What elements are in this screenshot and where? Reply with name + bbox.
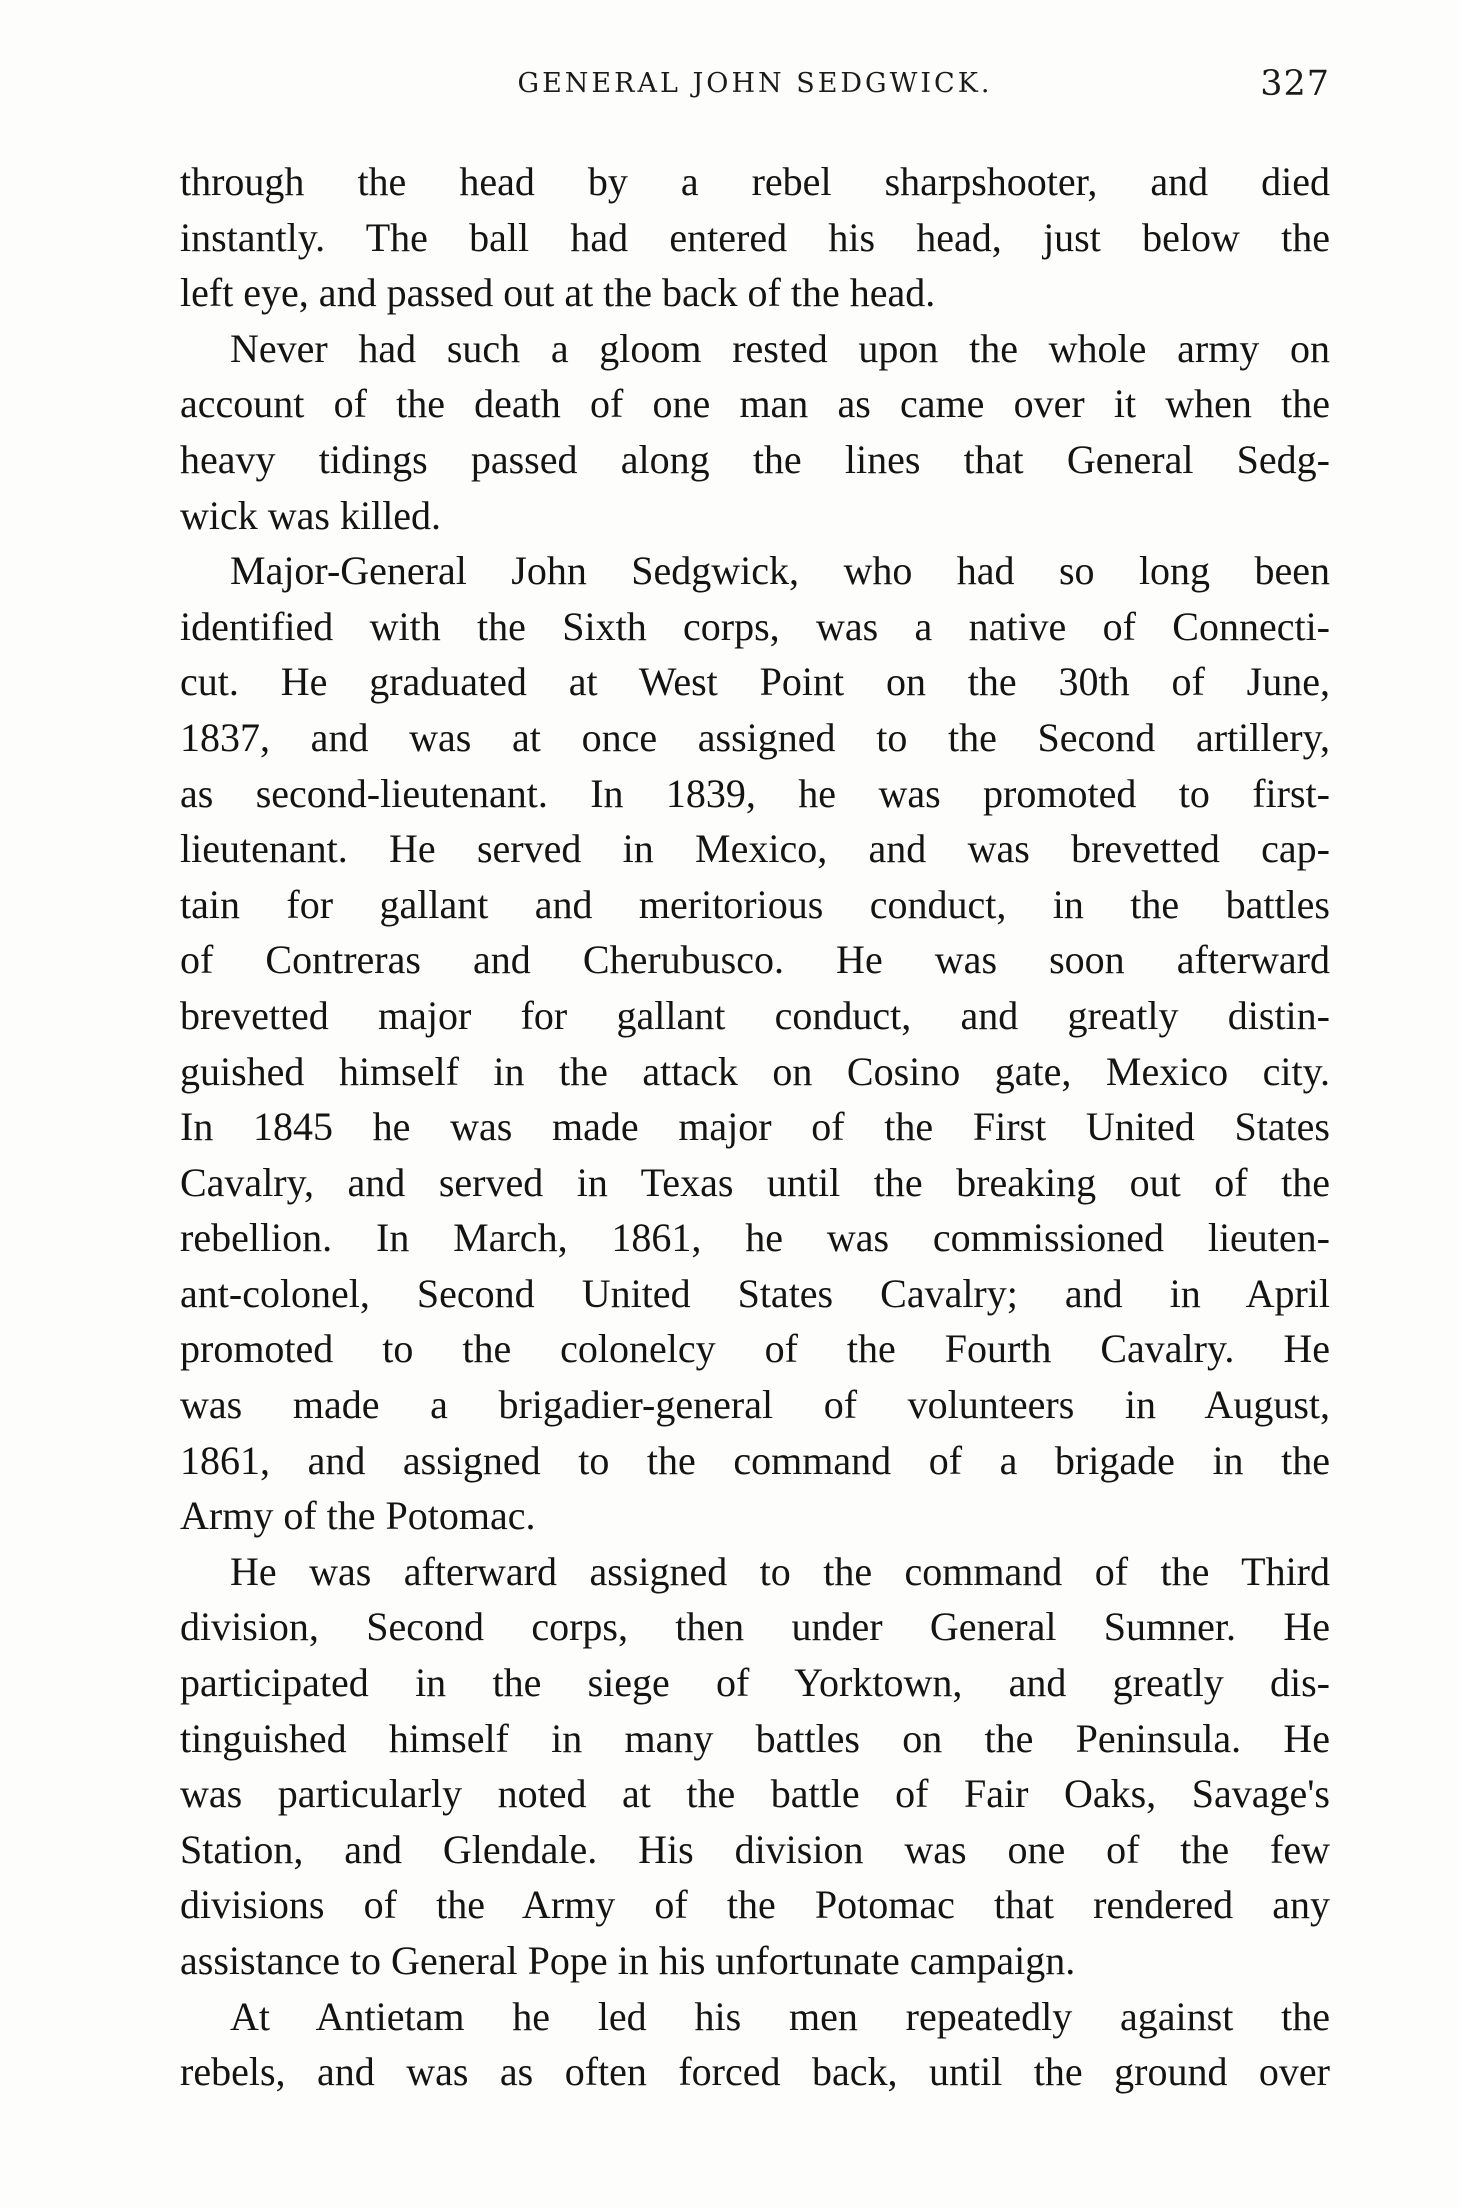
text-line: through the head by a rebel sharpshooter, and died (180, 159, 1330, 204)
text-line: identified with the Sixth corps, was a native of Connecti- (180, 603, 1330, 649)
text-line: division, Second corps, then under General Sumner. He (180, 1604, 1330, 1650)
text-line: was particularly noted at the battle of Fair Oaks, Savage's (180, 1771, 1330, 1817)
text-line: Never had such a gloom rested upon the whole army on (230, 325, 1330, 371)
text-line: Major-General John Sedgwick, who had so long been (230, 548, 1330, 594)
text-line: left eye, and passed out at the back of the head. (180, 270, 936, 316)
text-line: account of the death of one man as came over it when the (180, 381, 1330, 427)
text-line: instantly. The ball had entered his head, just below the (180, 214, 1330, 260)
text-line: Cavalry, and served in Texas until the breaking out of the (180, 1159, 1330, 1205)
text-line: 1837, and was at once assigned to the Second artillery, (180, 714, 1330, 760)
paragraph (180, 1544, 1330, 1989)
paragraph (180, 543, 1330, 1544)
paragraph (180, 154, 1330, 321)
text-line: as second-lieutenant. In 1839, he was promoted to first- (180, 770, 1330, 816)
text-line: rebels, and was as often forced back, until the ground over (180, 2049, 1330, 2095)
text-line: guished himself in the attack on Cosino gate, Mexico city. (180, 1048, 1330, 1094)
text-line: 1861, and assigned to the command of a brigade in the (180, 1437, 1330, 1483)
text-line: In 1845 he was made major of the First United States (180, 1104, 1330, 1150)
running-head (180, 64, 1330, 118)
text-line: of Contreras and Cherubusco. He was soon afterward (180, 937, 1330, 983)
text-line: divisions of the Army of the Potomac that rendered any (180, 1882, 1330, 1928)
text-line: brevetted major for gallant conduct, and greatly distin- (180, 992, 1330, 1038)
page-number: 327 (1260, 64, 1330, 104)
running-title: GENERAL JOHN SEDGWICK. (517, 68, 993, 99)
text-line: heavy tidings passed along the lines that General Sedg- (180, 436, 1330, 482)
paragraph (180, 1989, 1330, 2100)
text-line: wick was killed. (180, 492, 442, 538)
text-line: cut. He graduated at West Point on the 30th of June, (180, 659, 1330, 705)
text-line: participated in the siege of Yorktown, and greatly dis- (180, 1660, 1330, 1706)
text-line: rebellion. In March, 1861, he was commissioned lieuten- (180, 1215, 1330, 1261)
text-line: promoted to the colonelcy of the Fourth Cavalry. He (180, 1326, 1330, 1372)
text-line: Army of the Potomac. (180, 1493, 536, 1539)
text-line: He was afterward assigned to the command of the Third (230, 1548, 1330, 1594)
paragraph (180, 321, 1330, 543)
text-line: lieutenant. He served in Mexico, and was brevetted cap- (180, 826, 1330, 872)
text-line: At Antietam he led his men repeatedly against the (230, 1993, 1330, 2039)
text-line: ant-colonel, Second United States Cavalry; and in April (180, 1270, 1330, 1316)
body-text (180, 154, 1330, 2100)
text-line: tinguished himself in many battles on the Peninsula. He (180, 1715, 1330, 1761)
text-line: tain for gallant and meritorious conduct, in the battles (180, 881, 1330, 927)
text-line: was made a brigadier-general of volunteers in August, (180, 1382, 1330, 1428)
text-line: assistance to General Pope in his unfortunate campaign. (180, 1938, 1076, 1983)
text-line: Station, and Glendale. His division was one of the few (180, 1826, 1330, 1872)
